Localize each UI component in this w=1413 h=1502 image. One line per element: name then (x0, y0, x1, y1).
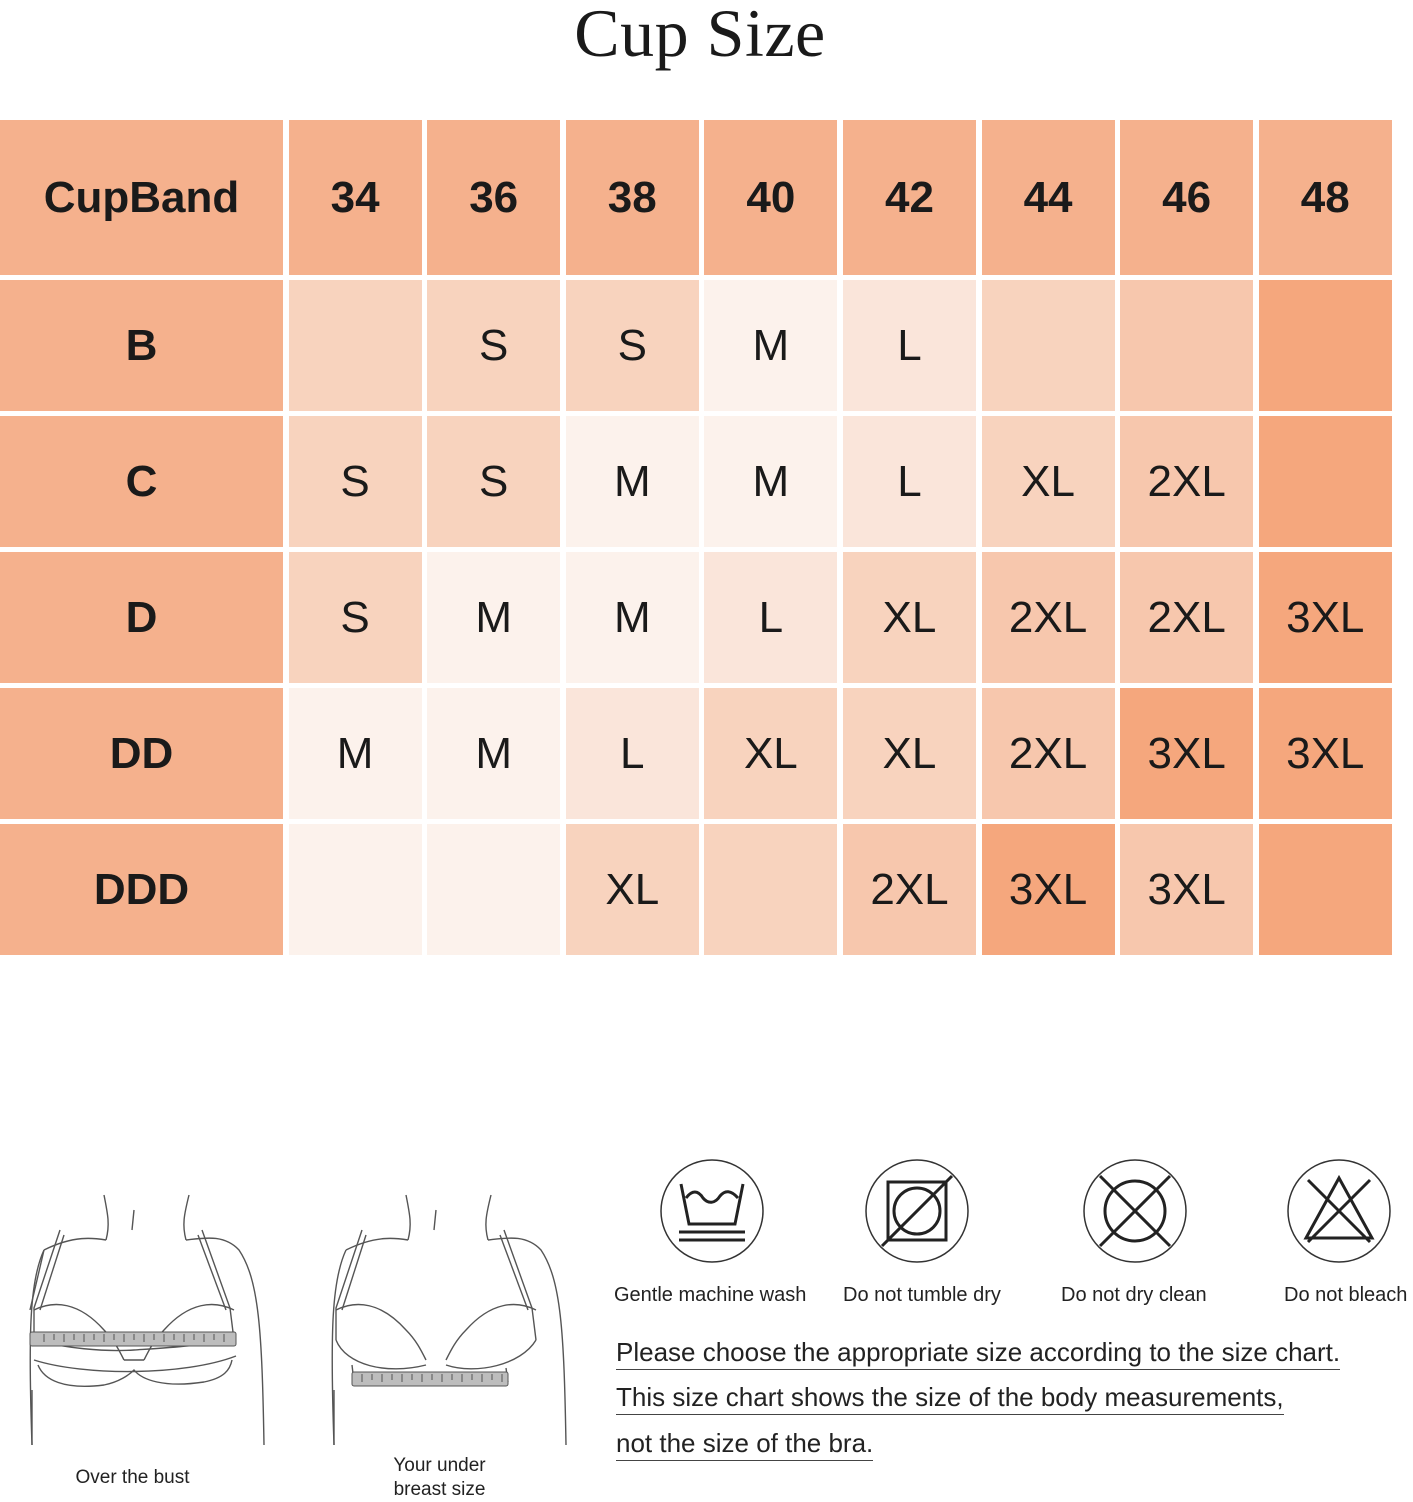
size-cell: XL (843, 552, 976, 683)
size-cell: S (427, 280, 560, 411)
size-chart-table (0, 120, 1392, 955)
page-title: Cup Size (574, 0, 826, 71)
care-label-dry-clean: Do not dry clean (1061, 1284, 1207, 1306)
bra-figure-over-bust-icon (24, 1190, 269, 1455)
note-line-3 (616, 1427, 873, 1459)
cup-header-d: D (0, 552, 283, 683)
size-cell: S (289, 416, 422, 547)
size-cell (427, 824, 560, 955)
size-cell: M (427, 688, 560, 819)
cup-header-dd: DD (0, 688, 283, 819)
no-tumble-dry-icon (864, 1158, 970, 1264)
size-cell: M (289, 688, 422, 819)
band-header-42: 42 (843, 120, 976, 275)
size-cell: 2XL (1120, 416, 1253, 547)
size-cell: 3XL (1259, 552, 1392, 683)
under-breast-caption (352, 1454, 527, 1502)
no-dry-clean-icon (1082, 1158, 1188, 1264)
size-cell: XL (982, 416, 1115, 547)
corner-header: CupBand (0, 120, 283, 275)
care-label-wash: Gentle machine wash (614, 1284, 807, 1306)
size-cell (289, 280, 422, 411)
note-text-1: Please choose the appropriate size according to the size chart. (616, 1337, 1340, 1370)
size-cell: XL (843, 688, 976, 819)
size-cell (1259, 416, 1392, 547)
gentle-wash-icon (659, 1158, 765, 1264)
size-cell (982, 280, 1115, 411)
band-header-36: 36 (427, 120, 560, 275)
size-cell: 2XL (982, 688, 1115, 819)
under-breast-caption-line2: breast size (393, 1479, 486, 1500)
size-cell: 3XL (1120, 688, 1253, 819)
band-header-40: 40 (704, 120, 837, 275)
under-breast-caption-line1: Your under (393, 1455, 486, 1476)
size-cell: S (427, 416, 560, 547)
size-cell: L (843, 280, 976, 411)
size-cell: M (566, 552, 699, 683)
care-label-tumble: Do not tumble dry (843, 1284, 1001, 1306)
size-cell (1120, 280, 1253, 411)
cup-header-ddd: DDD (0, 824, 283, 955)
size-cell: L (704, 552, 837, 683)
care-label-bleach: Do not bleach (1284, 1284, 1408, 1306)
size-cell: 3XL (1120, 824, 1253, 955)
size-cell: L (843, 416, 976, 547)
note-text-3: not the size of the bra. (616, 1428, 873, 1461)
over-bust-caption: Over the bust (75, 1467, 190, 1488)
size-cell: XL (566, 824, 699, 955)
size-cell: M (704, 280, 837, 411)
band-header-48: 48 (1259, 120, 1392, 275)
size-cell: S (566, 280, 699, 411)
size-cell: S (289, 552, 422, 683)
size-cell: M (427, 552, 560, 683)
band-header-34: 34 (289, 120, 422, 275)
size-cell: 2XL (843, 824, 976, 955)
size-cell: M (704, 416, 837, 547)
size-cell: 3XL (1259, 688, 1392, 819)
band-header-38: 38 (566, 120, 699, 275)
size-cell: M (566, 416, 699, 547)
note-line-1 (616, 1336, 1340, 1368)
cup-header-b: B (0, 280, 283, 411)
size-cell (1259, 824, 1392, 955)
note-line-2 (616, 1381, 1284, 1413)
bra-figure-under-breast-icon (326, 1190, 571, 1455)
note-text-2: This size chart shows the size of the body measurements, (616, 1382, 1284, 1415)
over-bust-illustration (24, 1190, 269, 1455)
size-cell: 2XL (982, 552, 1115, 683)
band-header-44: 44 (982, 120, 1115, 275)
no-bleach-icon (1286, 1158, 1392, 1264)
size-cell (289, 824, 422, 955)
under-breast-illustration (326, 1190, 571, 1455)
cup-header-c: C (0, 416, 283, 547)
size-cell: L (566, 688, 699, 819)
size-cell: 3XL (982, 824, 1115, 955)
size-cell: XL (704, 688, 837, 819)
size-cell (1259, 280, 1392, 411)
size-cell (704, 824, 837, 955)
band-header-46: 46 (1120, 120, 1253, 275)
size-cell: 2XL (1120, 552, 1253, 683)
